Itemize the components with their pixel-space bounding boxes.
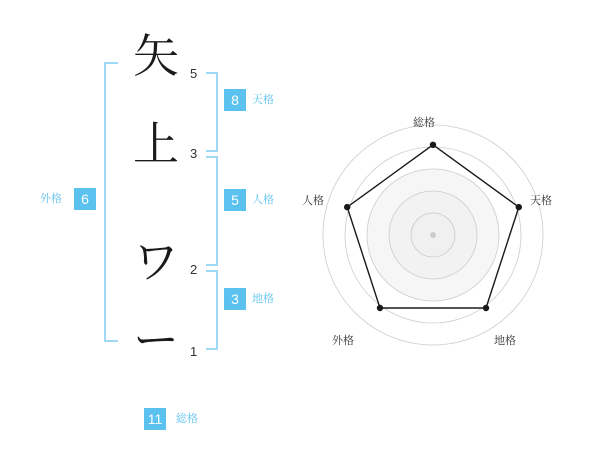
radar-center-dot [430,232,436,238]
name-character: ー [133,315,179,366]
jinkaku-badge: 5 [224,189,246,211]
gaikaku-label: 外格 [40,193,62,205]
soukaku-badge: 11 [144,408,166,430]
chikaku-badge: 3 [224,288,246,310]
stroke-count: 5 [190,66,198,81]
jinkaku-label: 人格 [252,194,274,206]
stroke-count: 2 [190,262,198,277]
gaikaku-badge: 6 [74,188,96,210]
stroke-count: 1 [190,344,198,359]
radar-chart [302,110,558,365]
name-character: 矢 [133,31,179,82]
chikaku-bracket [206,270,218,350]
tenkaku-bracket [206,72,218,152]
radar-axis-label-chikaku: 地格 [494,335,516,347]
tenkaku-label: 天格 [252,94,274,106]
radar-chart-svg [308,110,558,360]
radar-axis-label-tenkaku: 天格 [530,195,552,207]
stroke-count: 3 [190,146,198,161]
soukaku-label: 総格 [176,413,198,425]
gaikaku-bracket [104,62,118,342]
chikaku-label: 地格 [252,293,274,305]
name-character: ワ [133,237,179,288]
jinkaku-bracket [206,156,218,266]
name-character: 上 [133,119,179,170]
radar-axis-label-jinkaku: 人格 [302,195,324,207]
tenkaku-badge: 8 [224,89,246,111]
radar-axis-label-gaikaku: 外格 [332,335,354,347]
radar-axis-label-soukaku: 総格 [413,117,435,129]
